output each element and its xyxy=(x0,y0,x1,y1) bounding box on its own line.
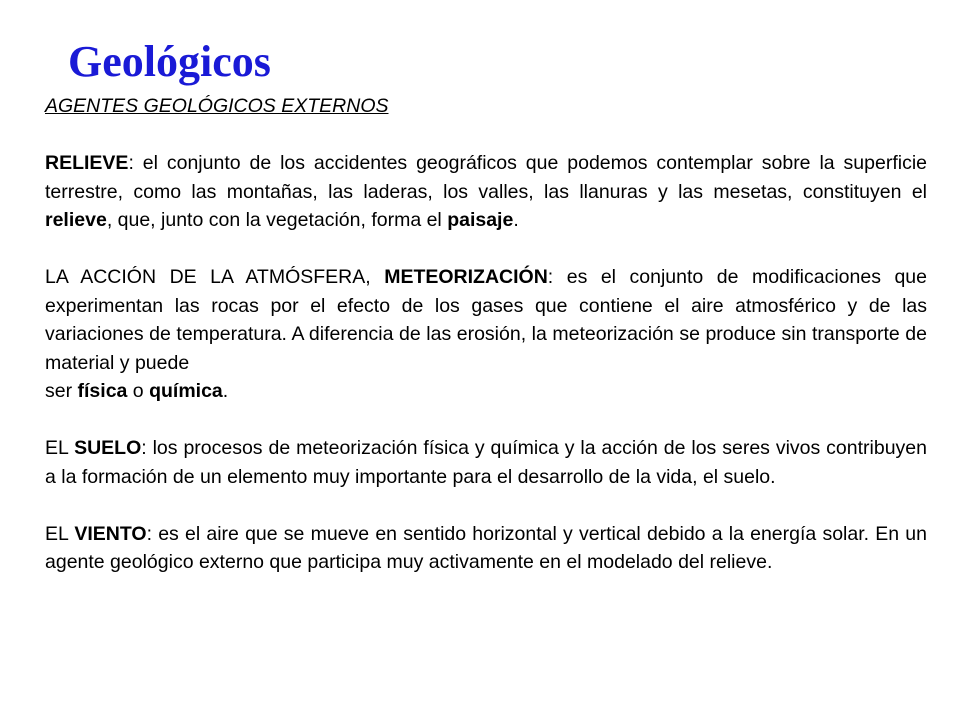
relieve-bold-1: relieve xyxy=(45,209,107,231)
spacer xyxy=(45,121,927,150)
slide-body xyxy=(45,92,927,577)
slide-title: Geológicos xyxy=(68,37,271,86)
term-relieve: RELIEVE xyxy=(45,152,129,174)
suelo-prefix: EL xyxy=(45,437,75,459)
paragraph-viento xyxy=(45,520,927,577)
spacer xyxy=(45,406,927,435)
relieve-text-3: . xyxy=(513,209,519,231)
section-subtitle: AGENTES GEOLÓGICOS EXTERNOS xyxy=(45,95,389,117)
spacer xyxy=(45,235,927,264)
viento-text: : es el aire que se mueve en sentido horizontal y vertical debido a la energía solar. En un agente geológico externo que participa muy activamente en el modelado del relieve. xyxy=(45,522,927,573)
term-meteorizacion: METEORIZACIÓN xyxy=(384,266,548,288)
viento-prefix: EL xyxy=(45,522,75,545)
relieve-bold-2: paisaje xyxy=(447,209,514,231)
meteorizacion-bold-quimica: química xyxy=(149,380,223,402)
meteorizacion-text-3: o xyxy=(127,380,150,402)
meteorizacion-text-4: . xyxy=(222,380,229,402)
meteorizacion-text-2: ser xyxy=(45,380,78,402)
suelo-text: : los procesos de meteorización física y química y la acción de los seres vivos contribuyen a la formación de un elemento muy importante para el desarrollo de la vida, el suelo. xyxy=(45,437,927,488)
spacer xyxy=(45,491,927,520)
paragraph-meteorizacion xyxy=(45,263,927,406)
meteorizacion-prefix: LA ACCIÓN DE LA ATMÓSFERA, xyxy=(45,266,385,288)
meteorizacion-bold-fisica: física xyxy=(77,380,128,402)
relieve-text-1: : el conjunto de los accidentes geográficos que podemos contemplar sobre la superficie terrestre, como las montañas, las laderas, los valles, las llanuras y las mesetas, constituyen el xyxy=(45,152,927,203)
term-viento: VIENTO xyxy=(74,522,147,545)
relieve-text-2: , que, junto con la vegetación, forma el xyxy=(106,209,448,231)
term-suelo: SUELO xyxy=(74,437,142,459)
meteorizacion-text-1: : es el conjunto de modificaciones que experimentan las rocas por el efecto de los gases que contiene el aire atmosférico y de las variaciones de temperatura. A diferencia de las erosión, la meteorización se produce sin transporte de material y puede xyxy=(45,266,927,374)
paragraph-suelo xyxy=(45,434,927,491)
paragraph-relieve xyxy=(45,149,927,235)
